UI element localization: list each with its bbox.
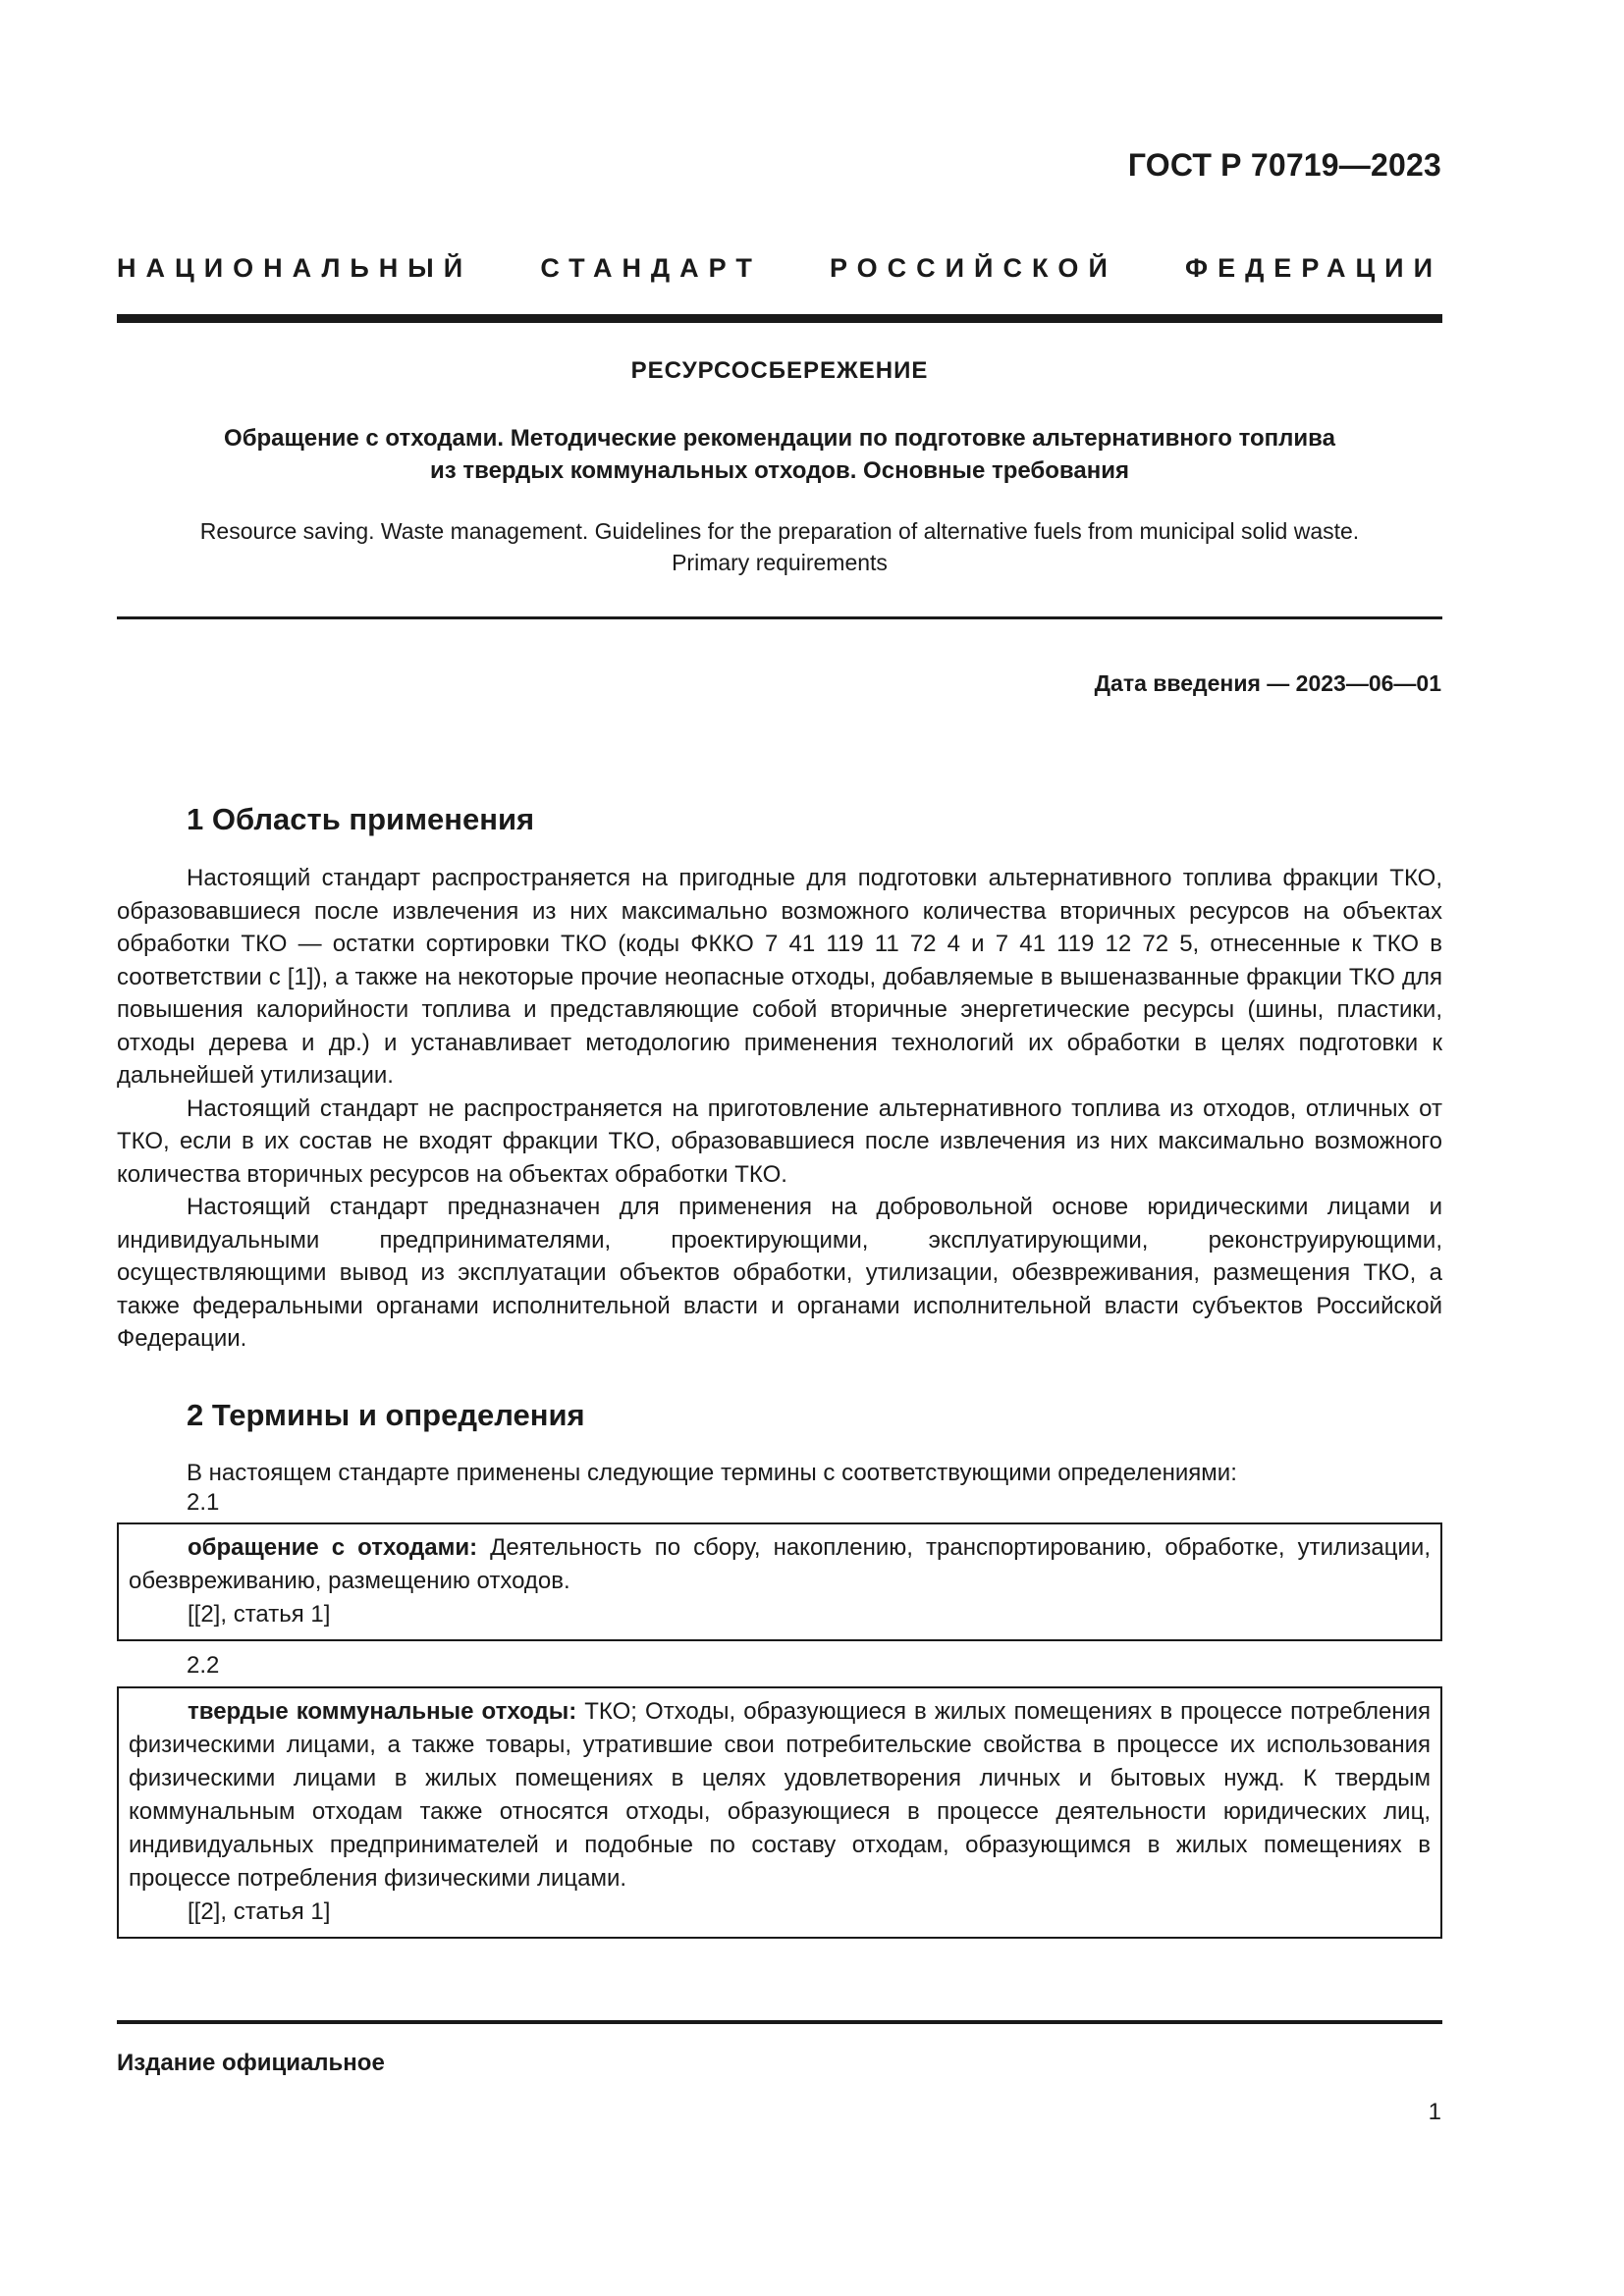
paragraph: В настоящем стандарте применены следующие термины с соответствующими определениями: [187,1460,1237,1486]
title-english [117,515,1442,578]
title-english-line-1: Resource saving. Waste management. Guidelines for the preparation of alternative fuels from municipal solid waste. [199,518,1360,544]
section-2-heading: 2 Термины и определения [187,1398,585,1432]
term-name: твердые коммунальные отходы: [188,1698,577,1725]
term-text: ТКО; Отходы, образующиеся в жилых помещениях в процессе потребления физическими лицами, а также товары, утратившие свои потребительские свойства в процессе их использования физическими лицами в жилых помещениях в целях удовлетворения личных и бытовых нужд. К твердым коммунальным отходам также относятся отходы, образующиеся в процессе деятельности юридических лиц, индивидуальных предпринимателей и подобные по составу отходам, образующимся в жилых помещениях в процессе потребления физическими лицами. [129,1698,1431,1892]
edition-label: Издание официальное [117,2050,385,2076]
title-english-line-2: Primary requirements [672,550,888,575]
term-source: [[2], статья 1] [188,1898,331,1925]
term-definition-box [117,1686,1442,1939]
title-russian [117,422,1442,487]
page-number: 1 [1428,2099,1441,2125]
title-russian-line-1: Обращение с отходами. Методические рекомендации по подготовке альтернативного топлива [224,425,1335,452]
section-1-heading: 1 Область применения [187,802,535,836]
term-definition [129,1695,1431,1896]
paragraph: Настоящий стандарт не распространяется на приготовление альтернативного топлива из отходов, отличных от ТКО, если в их состав не входят фракции ТКО, образовавшиеся после извлечения из них максимально возможного количества вторичных ресурсов на объектах обработки ТКО. [117,1095,1442,1188]
standard-subject: РЕСУРСОСБЕРЕЖЕНИЕ [630,357,929,384]
footer-divider [117,2020,1442,2024]
term-definition [129,1531,1431,1598]
gost-code: ГОСТ Р 70719—2023 [1127,147,1441,183]
section-2-intro [117,1457,1442,1490]
national-standard-banner: НАЦИОНАЛЬНЫЙ СТАНДАРТ РОССИЙСКОЙ ФЕДЕРАЦИИ [117,253,1442,283]
header-divider [117,314,1442,323]
term-definition-box [117,1522,1442,1641]
section-1-body [117,862,1442,1356]
term-text: Деятельность по сбору, накоплению, транспортированию, обработке, утилизации, обезвреживанию, размещению отходов. [129,1534,1431,1594]
introduction-date: Дата введения — 2023—06—01 [1094,670,1441,696]
paragraph: Настоящий стандарт распространяется на пригодные для подготовки альтернативного топлива фракции ТКО, образовавшиеся после извлечения из них максимально возможного количества вторичных ресурсов на объектах обработки ТКО — остатки сортировки ТКО (коды ФККО 7 41 119 11 72 4 и 7 41 119 12 72 5, отнесенные к ТКО в соответствии с [1]), а также на некоторые прочие неопасные отходы, добавляемые в вышеназванные фракции ТКО для повышения калорийности топлива и представляющие собой вторичные энергетические ресурсы (шины, пластики, отходы дерева и др.) и устанавливает методологию применения технологий их обработки в целях подготовки к дальнейшей утилизации. [117,865,1442,1089]
paragraph: Настоящий стандарт предназначен для применения на добровольной основе юридическими лицами и индивидуальными предпринимателями, проектирующими, эксплуатирующими, реконструирующими, осуществляющими вывод из эксплуатации объектов обработки, утилизации, обезвреживания, размещения ТКО, а также федеральными органами исполнительной власти и органами исполнительной власти субъектов Российской Федерации. [117,1194,1442,1352]
title-divider [117,616,1442,619]
title-russian-line-2: из твердых коммунальных отходов. Основные требования [430,457,1129,484]
term-number: 2.1 [187,1489,220,1516]
term-number: 2.2 [187,1652,220,1679]
term-source: [[2], статья 1] [188,1601,331,1628]
term-name: обращение с отходами: [188,1534,478,1561]
